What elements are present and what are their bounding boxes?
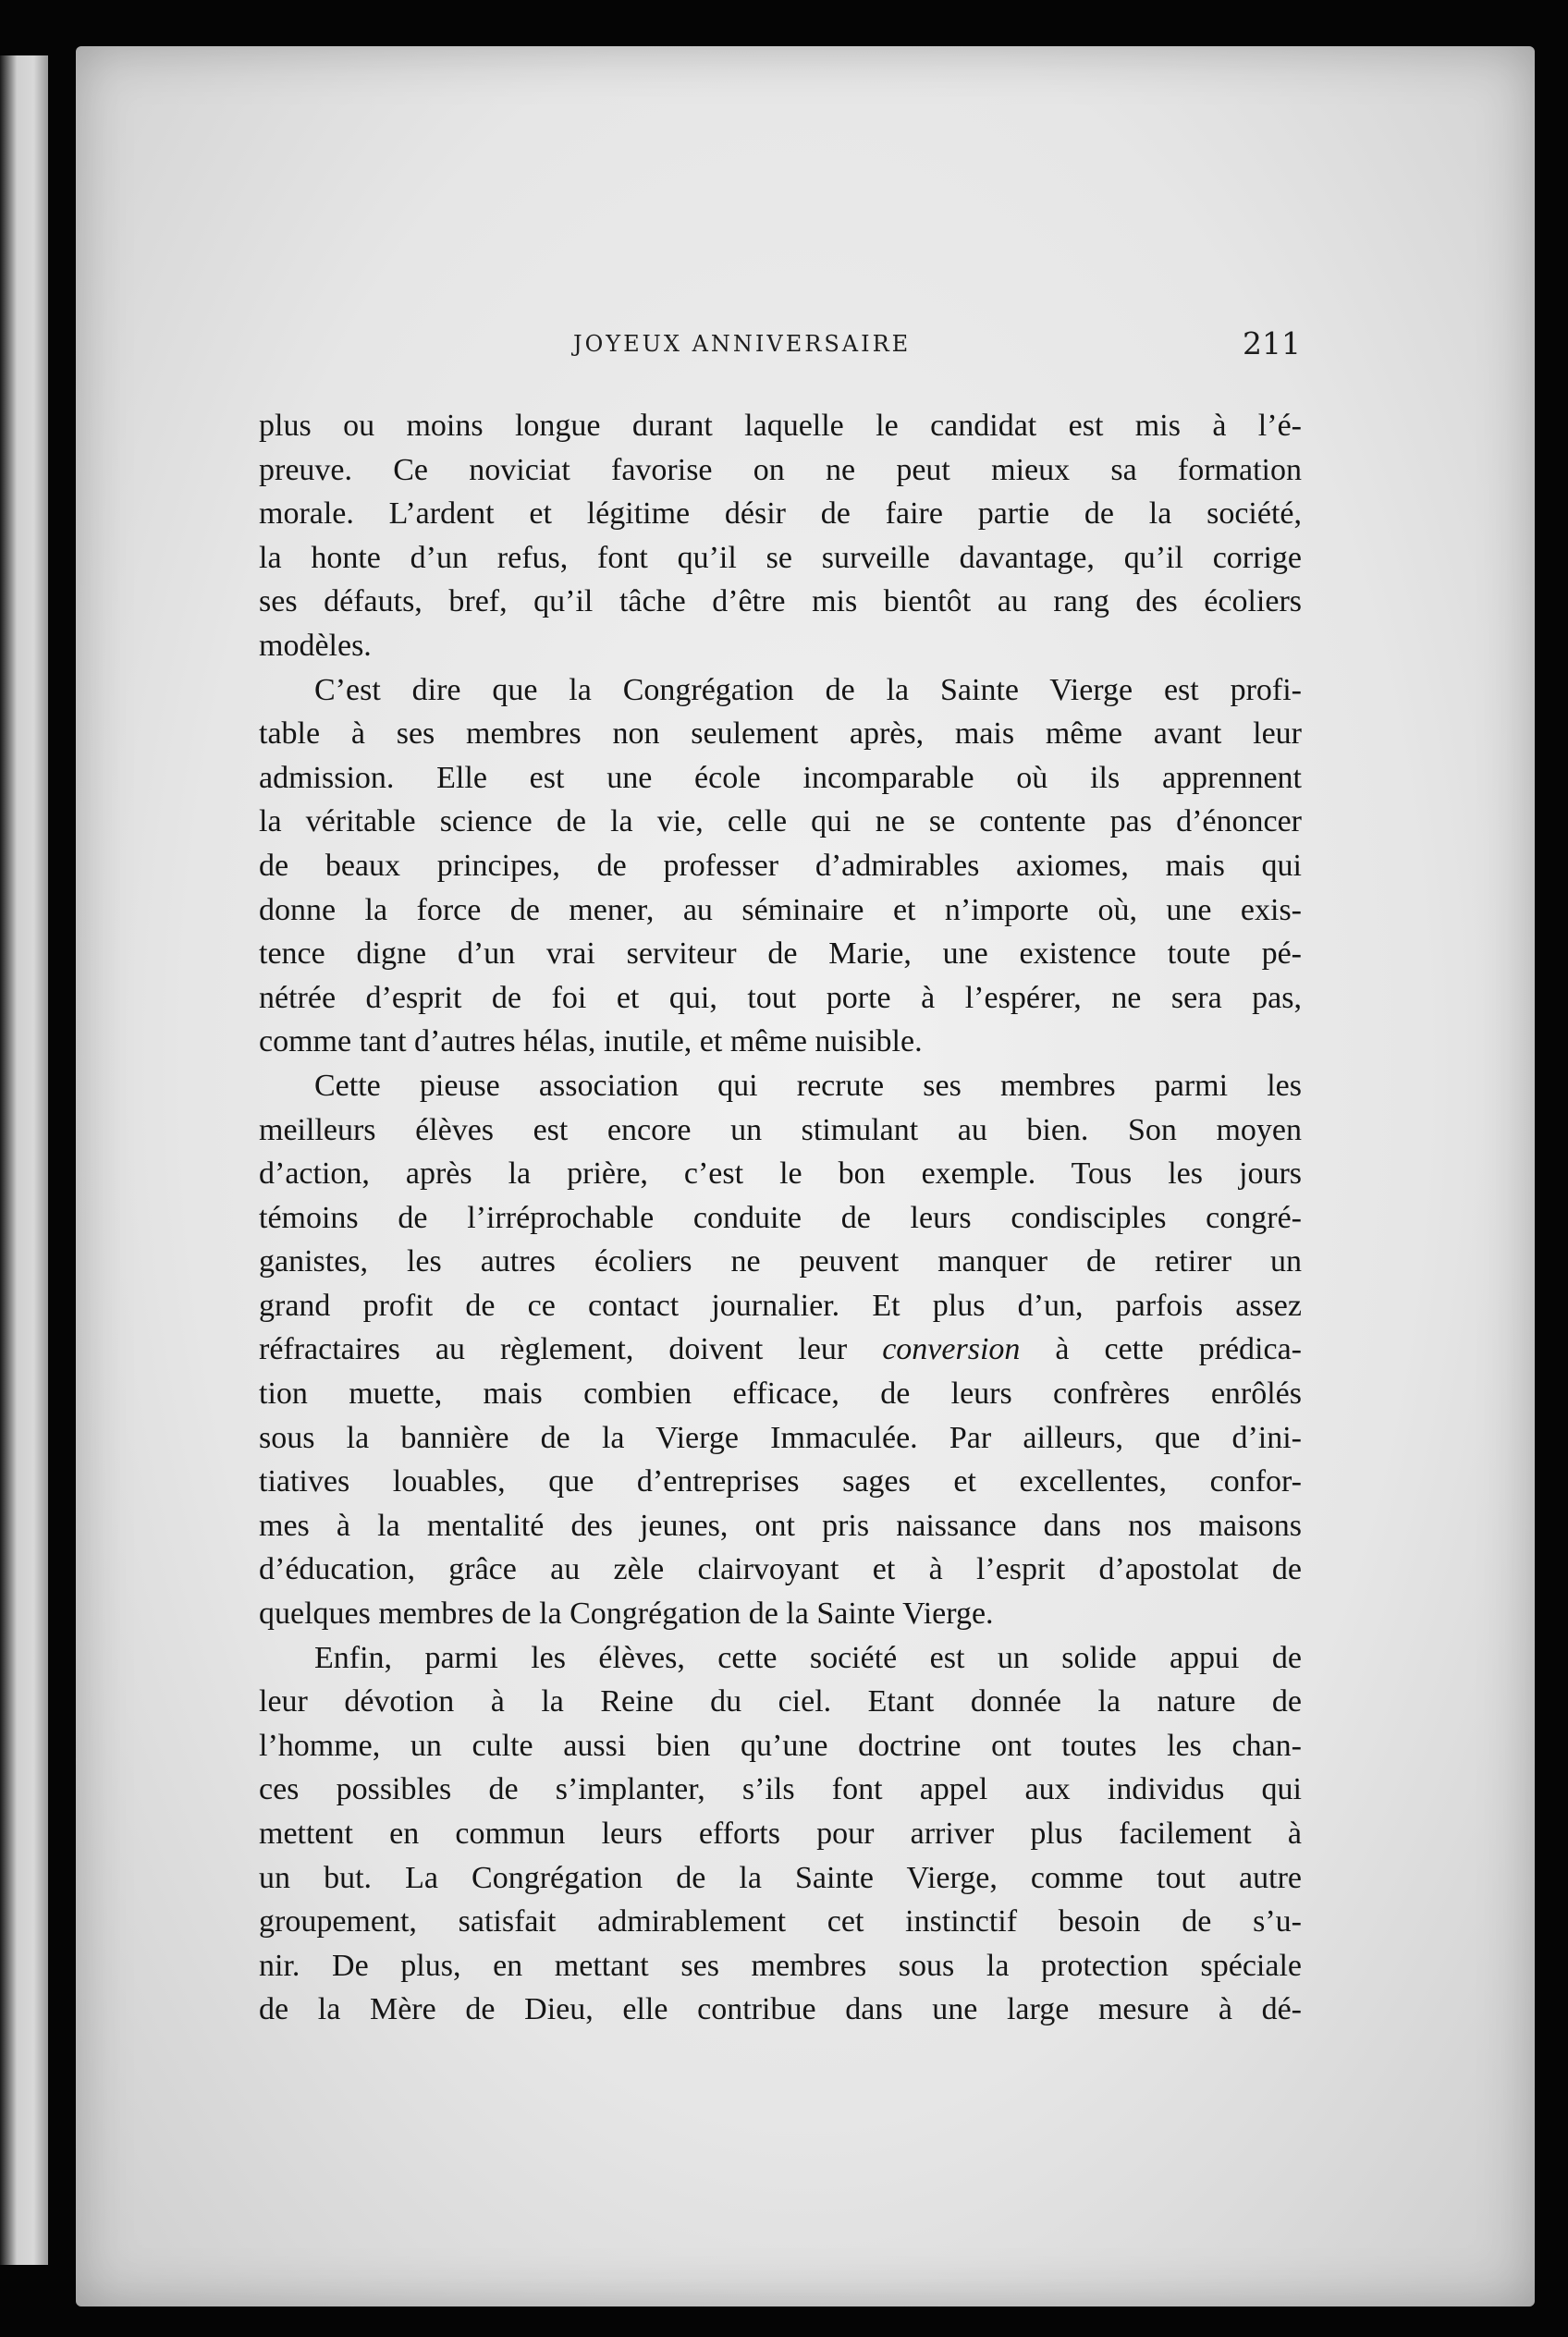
text-line: groupement, satisfait admirablement cet instinctif besoin de s’u- xyxy=(259,1904,1302,1939)
text-run: réfractaires au règlement, doivent leur xyxy=(259,1332,883,1367)
text-line: morale. L’ardent et légitime désir de faire partie de la société, xyxy=(259,496,1302,532)
text-line: grand profit de ce contact journalier. Et plus d’un, parfois assez xyxy=(259,1288,1302,1323)
text-run: à cette prédica- xyxy=(1020,1332,1303,1367)
text-line: la honte d’un refus, font qu’il se surveille davantage, qu’il corrige xyxy=(259,540,1302,575)
text-line: preuve. Ce noviciat favorise on ne peut mieux sa formation xyxy=(259,452,1302,487)
text-line: comme tant d’autres hélas, inutile, et même nuisible. xyxy=(259,1024,923,1059)
text-line: un but. La Congrégation de la Sainte Vierge, comme tout autre xyxy=(259,1860,1302,1895)
italic-word: conversion xyxy=(882,1332,1021,1367)
text-line: tence digne d’un vrai serviteur de Marie, une existence toute pé- xyxy=(259,936,1302,972)
text-line: nétrée d’esprit de foi et qui, tout porte à l’espérer, ne sera pas, xyxy=(259,980,1302,1015)
text-line: témoins de l’irréprochable conduite de leurs condisciples congré- xyxy=(259,1200,1302,1235)
text-line: C’est dire que la Congrégation de la Sainte Vierge est profi- xyxy=(314,672,1302,707)
text-line xyxy=(259,1328,1302,1372)
text-line: ganistes, les autres écoliers ne peuvent manquer de retirer un xyxy=(259,1244,1302,1279)
text-line: admission. Elle est une école incomparable où ils apprennent xyxy=(259,760,1302,795)
previous-page-edge xyxy=(0,55,48,2265)
text-line: plus ou moins longue durant laquelle le candidat est mis à l’é- xyxy=(259,409,1302,443)
text-line: tion muette, mais combien efficace, de leurs confrères enrôlés xyxy=(259,1377,1302,1412)
text-line: mes à la mentalité des jeunes, ont pris naissance dans nos maisons xyxy=(259,1508,1302,1543)
text-line: ses défauts, bref, qu’il tâche d’être mis bientôt au rang des écoliers xyxy=(259,584,1302,619)
text-line: mettent en commun leurs efforts pour arriver plus facilement à xyxy=(259,1817,1302,1851)
text-line: Enfin, parmi les élèves, cette société est un solide appui de xyxy=(314,1640,1302,1675)
text-line: d’action, après la prière, c’est le bon exemple. Tous les jours xyxy=(259,1156,1302,1192)
text-line: tiatives louables, que d’entreprises sages et excellentes, confor- xyxy=(259,1464,1302,1499)
text-line: l’homme, un culte aussi bien qu’une doctrine ont toutes les chan- xyxy=(259,1728,1302,1763)
text-line: quelques membres de la Congrégation de la Sainte Vierge. xyxy=(259,1597,994,1632)
text-line: donne la force de mener, au séminaire et n’importe où, une exis- xyxy=(259,892,1302,927)
body-text xyxy=(259,404,1302,2032)
text-line: de beaux principes, de professer d’admirables axiomes, mais qui xyxy=(259,848,1302,883)
running-head: JOYEUX ANNIVERSAIRE xyxy=(573,331,912,357)
text-line: table à ses membres non seulement après, mais même avant leur xyxy=(259,716,1302,752)
page-number: 211 xyxy=(1243,325,1301,361)
text-line: meilleurs élèves est encore un stimulant au bien. Son moyen xyxy=(259,1112,1302,1147)
text-line: de la Mère de Dieu, elle contribue dans une large mesure à dé- xyxy=(259,1992,1302,2027)
text-line: modèles. xyxy=(259,628,372,663)
text-line: Cette pieuse association qui recrute ses membres parmi les xyxy=(314,1068,1302,1103)
text-line: d’éducation, grâce au zèle clairvoyant et à l’esprit d’apostolat de xyxy=(259,1552,1302,1587)
text-line: ces possibles de s’implanter, s’ils font appel aux individus qui xyxy=(259,1772,1302,1807)
text-line: la véritable science de la vie, celle qui ne se contente pas d’énoncer xyxy=(259,804,1302,839)
text-line: sous la bannière de la Vierge Immaculée. Par ailleurs, que d’ini- xyxy=(259,1420,1302,1455)
text-line: nir. De plus, en mettant ses membres sous la protection spéciale xyxy=(259,1948,1302,1983)
text-line: leur dévotion à la Reine du ciel. Etant donnée la nature de xyxy=(259,1684,1302,1719)
